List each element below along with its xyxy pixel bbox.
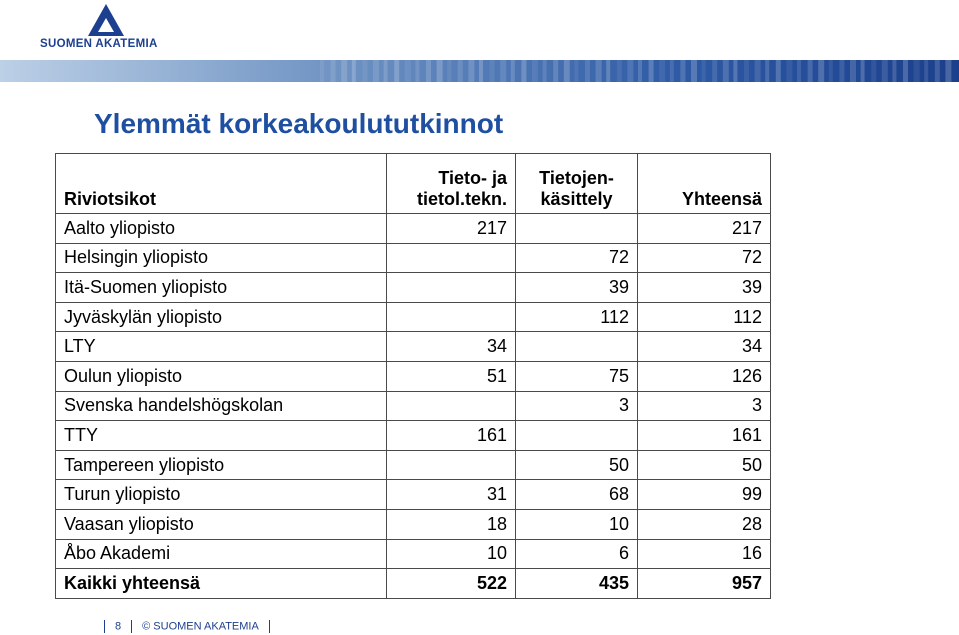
table-row bbox=[56, 391, 771, 421]
band-stripe bbox=[945, 60, 951, 82]
value-cell: 72 bbox=[516, 243, 638, 273]
band-stripe bbox=[405, 60, 411, 82]
value-cell: 16 bbox=[638, 539, 771, 569]
band-stripe bbox=[744, 60, 749, 82]
value-cell: 522 bbox=[387, 569, 516, 599]
band-stripe bbox=[596, 60, 602, 82]
row-label: Aalto yliopisto bbox=[56, 214, 387, 244]
value-cell: 126 bbox=[638, 361, 771, 391]
band-stripe bbox=[808, 60, 813, 82]
value-cell: 39 bbox=[638, 273, 771, 303]
value-cell: 34 bbox=[638, 332, 771, 362]
band-stripe bbox=[680, 60, 685, 82]
band-stripe bbox=[659, 60, 665, 82]
band-stripe bbox=[479, 60, 483, 82]
decorative-band bbox=[0, 60, 959, 82]
table-row bbox=[56, 243, 771, 273]
table-row bbox=[56, 302, 771, 332]
value-cell: 99 bbox=[638, 480, 771, 510]
header-tieto-ja-tietol-tekn: Tieto- ja tietol.tekn. bbox=[387, 154, 516, 214]
band-stripe bbox=[786, 60, 792, 82]
band-stripe bbox=[606, 60, 610, 82]
page-number: 8 bbox=[115, 620, 122, 633]
band-stripe bbox=[776, 60, 781, 82]
band-stripe bbox=[384, 60, 388, 82]
value-cell bbox=[387, 450, 516, 480]
header-yhteensa: Yhteensä bbox=[638, 154, 771, 214]
band-stripe bbox=[797, 60, 801, 82]
value-cell: 31 bbox=[387, 480, 516, 510]
row-label: Helsingin yliopisto bbox=[56, 243, 387, 273]
page-title: Ylemmät korkeakoulututkinnot bbox=[94, 108, 504, 139]
band-stripe bbox=[712, 60, 717, 82]
band-stripe bbox=[733, 60, 737, 82]
value-cell: 34 bbox=[387, 332, 516, 362]
row-label: Kaikki yhteensä bbox=[56, 569, 387, 599]
table-header-row bbox=[56, 154, 771, 214]
row-label: Tampereen yliopisto bbox=[56, 450, 387, 480]
table-row bbox=[56, 421, 771, 451]
band-stripe bbox=[935, 60, 940, 82]
table-row bbox=[56, 332, 771, 362]
band-stripe bbox=[521, 60, 526, 82]
band-stripe bbox=[903, 60, 908, 82]
band-stripe bbox=[924, 60, 928, 82]
band-stripe bbox=[702, 60, 706, 82]
value-cell: 217 bbox=[387, 214, 516, 244]
table-row bbox=[56, 361, 771, 391]
band-stripe bbox=[426, 60, 431, 82]
band-stripe bbox=[532, 60, 538, 82]
degrees-table bbox=[55, 153, 771, 599]
value-cell bbox=[516, 421, 638, 451]
logo-triangle-icon bbox=[88, 4, 124, 36]
row-label: Itä-Suomen yliopisto bbox=[56, 273, 387, 303]
band-stripe bbox=[394, 60, 399, 82]
band-stripe bbox=[490, 60, 495, 82]
value-cell: 435 bbox=[516, 569, 638, 599]
value-cell: 18 bbox=[387, 509, 516, 539]
logo-text: SUOMEN AKATEMIA bbox=[40, 38, 158, 50]
value-cell: 6 bbox=[516, 539, 638, 569]
band-stripe bbox=[818, 60, 824, 82]
row-label: Vaasan yliopisto bbox=[56, 509, 387, 539]
band-stripe bbox=[574, 60, 578, 82]
value-cell: 217 bbox=[638, 214, 771, 244]
row-label: TTY bbox=[56, 421, 387, 451]
table-row bbox=[56, 273, 771, 303]
footer bbox=[94, 620, 280, 633]
band-stripe bbox=[543, 60, 547, 82]
table-total-row bbox=[56, 569, 771, 599]
suomen-akatemia-logo bbox=[40, 4, 172, 52]
band-stripe bbox=[564, 60, 570, 82]
band-stripe bbox=[585, 60, 590, 82]
value-cell: 39 bbox=[516, 273, 638, 303]
footer-divider bbox=[104, 620, 105, 633]
row-label: Åbo Akademi bbox=[56, 539, 387, 569]
row-label: Svenska handelshögskolan bbox=[56, 391, 387, 421]
band-stripe bbox=[861, 60, 865, 82]
row-label: Jyväskylän yliopisto bbox=[56, 302, 387, 332]
value-cell: 161 bbox=[638, 421, 771, 451]
band-stripe bbox=[468, 60, 474, 82]
table-row bbox=[56, 509, 771, 539]
band-stripe bbox=[627, 60, 633, 82]
value-cell bbox=[387, 302, 516, 332]
value-cell: 50 bbox=[638, 450, 771, 480]
footer-copyright: © SUOMEN AKATEMIA bbox=[142, 620, 259, 633]
value-cell: 112 bbox=[638, 302, 771, 332]
band-stripe bbox=[331, 60, 336, 82]
value-cell: 3 bbox=[638, 391, 771, 421]
band-stripe bbox=[723, 60, 729, 82]
value-cell: 50 bbox=[516, 450, 638, 480]
table-row bbox=[56, 539, 771, 569]
header-tietojenkasittely: Tietojen- käsittely bbox=[516, 154, 638, 214]
row-label: Oulun yliopisto bbox=[56, 361, 387, 391]
value-cell: 72 bbox=[638, 243, 771, 273]
band-stripe bbox=[850, 60, 856, 82]
band-stripe bbox=[415, 60, 419, 82]
band-stripe bbox=[829, 60, 833, 82]
band-stripe bbox=[437, 60, 443, 82]
footer-divider bbox=[131, 620, 132, 633]
band-stripe bbox=[553, 60, 558, 82]
row-label: Turun yliopisto bbox=[56, 480, 387, 510]
band-stripe bbox=[373, 60, 379, 82]
row-label: LTY bbox=[56, 332, 387, 362]
table-row bbox=[56, 450, 771, 480]
table-row bbox=[56, 480, 771, 510]
header-row-labels: Riviotsikot bbox=[56, 154, 387, 214]
value-cell bbox=[387, 273, 516, 303]
band-stripe bbox=[447, 60, 451, 82]
band-stripe bbox=[352, 60, 356, 82]
band-stripe bbox=[892, 60, 896, 82]
value-cell bbox=[387, 391, 516, 421]
band-stripe bbox=[882, 60, 888, 82]
value-cell bbox=[516, 332, 638, 362]
band-stripe bbox=[691, 60, 697, 82]
band-stripe bbox=[320, 60, 324, 82]
value-cell bbox=[516, 214, 638, 244]
band-stripe bbox=[341, 60, 347, 82]
band-stripe bbox=[649, 60, 654, 82]
band-stripe bbox=[755, 60, 761, 82]
footer-divider bbox=[269, 620, 270, 633]
band-stripe bbox=[670, 60, 674, 82]
band-stripe bbox=[914, 60, 920, 82]
band-stripe bbox=[500, 60, 506, 82]
value-cell: 28 bbox=[638, 509, 771, 539]
band-stripe bbox=[839, 60, 844, 82]
band-stripe bbox=[362, 60, 367, 82]
band-stripe bbox=[511, 60, 515, 82]
table-row bbox=[56, 214, 771, 244]
band-stripe bbox=[458, 60, 463, 82]
band-stripe bbox=[765, 60, 769, 82]
value-cell: 10 bbox=[516, 509, 638, 539]
value-cell: 51 bbox=[387, 361, 516, 391]
value-cell: 161 bbox=[387, 421, 516, 451]
value-cell: 10 bbox=[387, 539, 516, 569]
value-cell: 957 bbox=[638, 569, 771, 599]
band-stripe bbox=[638, 60, 642, 82]
value-cell: 68 bbox=[516, 480, 638, 510]
value-cell: 75 bbox=[516, 361, 638, 391]
band-stripe bbox=[871, 60, 876, 82]
value-cell bbox=[387, 243, 516, 273]
value-cell: 112 bbox=[516, 302, 638, 332]
band-stripe bbox=[617, 60, 622, 82]
value-cell: 3 bbox=[516, 391, 638, 421]
